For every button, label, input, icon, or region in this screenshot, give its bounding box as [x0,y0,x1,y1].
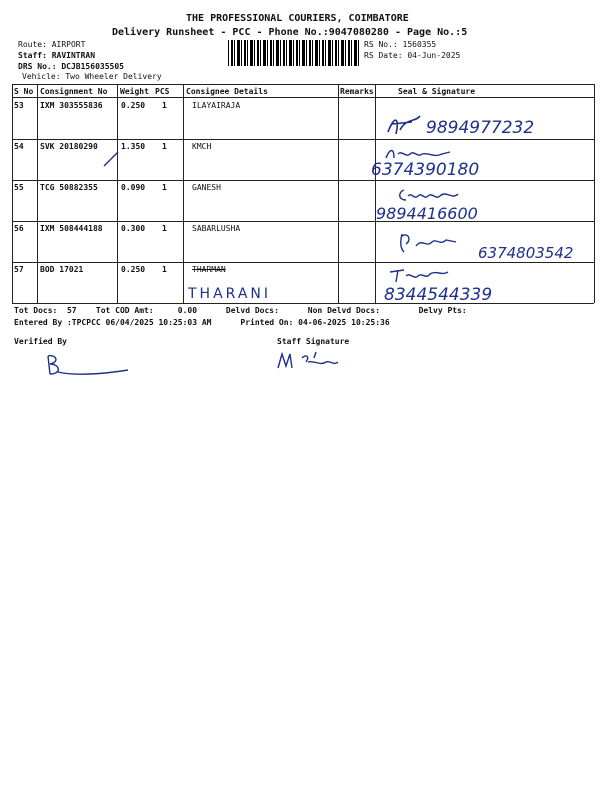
staff-signature [276,350,356,372]
handwritten-phone: 6374390180 [371,160,480,180]
col-header-pcs: PCS [155,87,170,96]
receiver-signature [396,186,466,204]
row-pcs: 1 [162,101,167,110]
receiver-signature [396,230,476,256]
receiver-signature [386,112,426,140]
handwritten-phone: 6374803542 [478,244,574,262]
row-weight: 0.300 [121,224,146,233]
row-pcs: 1 [162,142,167,151]
row-sno: 53 [14,101,24,110]
verifier-signature [44,352,134,378]
row-consignee: ILAYAIRAJA [192,101,241,110]
verified-by-label: Verified By [14,337,67,346]
handwritten-phone: 9894416600 [376,204,478,223]
row-consignment: BOD 17021 [40,265,84,274]
route-label: Route: AIRPORT [18,40,86,49]
entered-by-line: Entered By :TPCPCC 06/04/2025 10:25:03 AM Printed On: 04-06-2025 10:25:36 [14,318,390,327]
row-sno: 56 [14,224,24,233]
staff-label: Staff: RAVINTRAN [18,51,96,60]
row-consignee: GANESH [192,183,221,192]
col-header-consignee: Consignee Details [186,87,268,96]
staff-signature-label: Staff Signature [277,337,350,346]
receiver-signature [386,266,456,284]
handwritten-phone: 8344544339 [384,285,493,305]
totals-line: Tot Docs: 57 Tot COD Amt: 0.00 Delvd Docs: Non Delvd Docs: Delvy Pts: [14,306,467,315]
row-consignment: IXM 508444188 [40,224,103,233]
row-weight: 0.250 [121,265,146,274]
drs-number: DRS No.: DCJB156035505 [18,62,124,71]
row-consignment: TCG 50882355 [40,183,98,192]
row-consignment: SVK 20180290 [40,142,98,151]
runsheet-subtitle: Delivery Runsheet - PCC - Phone No.:9047080280 - Page No.:5 [112,27,468,38]
vehicle-label: Vehicle: Two Wheeler Delivery [22,72,162,81]
row-sno: 55 [14,183,24,192]
row-pcs: 1 [162,265,167,274]
row-sno: 54 [14,142,24,151]
tick-mark [100,150,120,170]
col-header-consignment: Consignment No [40,87,108,96]
row-weight: 0.250 [121,101,146,110]
handwritten-consignee-correction: THARANI [188,286,271,302]
col-header-remarks: Remarks [340,87,374,96]
col-header-sno: S No [14,87,34,96]
col-header-weight: Weight [120,87,149,96]
row-consignment: IXM 303555836 [40,101,103,110]
row-weight: 0.090 [121,183,146,192]
rs-date: RS Date: 04-Jun-2025 [364,51,461,60]
row-sno: 57 [14,265,24,274]
handwritten-phone: 9894977232 [426,118,535,138]
row-consignee: SABARLUSHA [192,224,241,233]
row-pcs: 1 [162,183,167,192]
company-title: THE PROFESSIONAL COURIERS, COIMBATORE [186,13,409,24]
row-consignee: THARMAN [192,265,226,274]
row-pcs: 1 [162,224,167,233]
rs-number: RS No.: 1560355 [364,40,437,49]
row-weight: 1.350 [121,142,146,151]
col-header-seal: Seal & Signature [398,87,476,96]
row-consignee: KMCH [192,142,212,151]
barcode [228,40,360,66]
